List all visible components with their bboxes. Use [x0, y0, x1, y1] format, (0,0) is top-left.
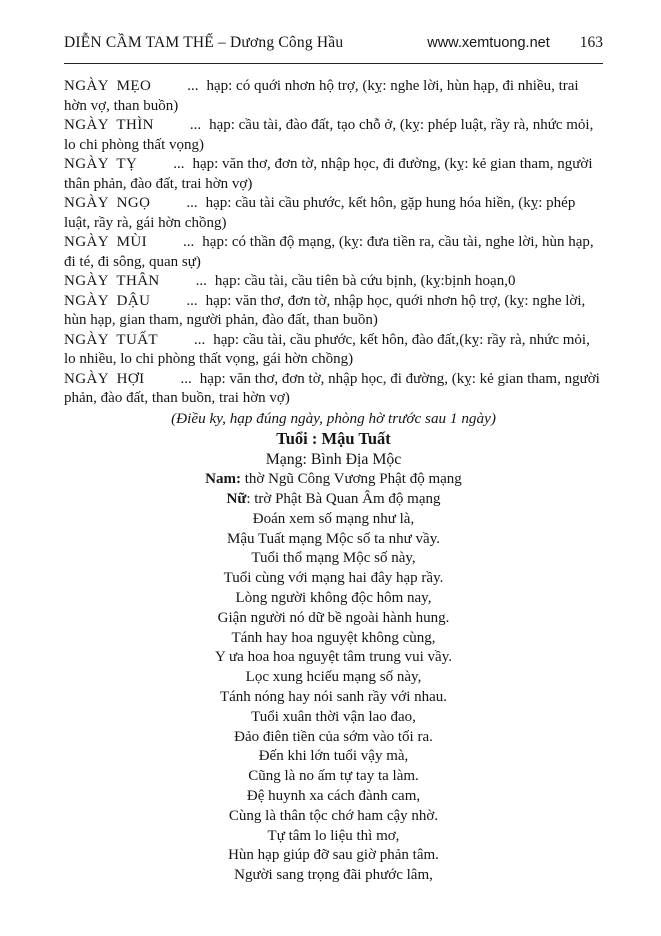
- poem-line: Tánh nóng hay nói sanh rầy với nhau.: [219, 689, 448, 706]
- page-header: [64, 34, 603, 64]
- poem-line: Tuổi xuân thời vận lao đao,: [251, 708, 416, 725]
- dots-separator: ...: [180, 370, 192, 387]
- day-entry: [64, 77, 603, 116]
- poem-line: Tự tâm lo liệu thì mơ,: [267, 827, 400, 844]
- poem-line: Lòng người không độc hôm nay,: [235, 590, 432, 607]
- page-number: 163: [579, 34, 603, 51]
- note-line: (Điều ky, hạp đúng ngày, phòng hờ trước sau 1 ngày): [171, 409, 496, 427]
- poem-line: Đệ huynh xa cách đành cam,: [246, 788, 421, 805]
- poem-line: Cùng là thân tộc chớ ham cậy nhờ.: [228, 807, 439, 824]
- entry-text: hạp: văn thơ, đơn tờ, nhập học, đi đường, (kỵ: kẻ gian tham, người phản, đào đất, than buồn, trai hờn vợ): [64, 370, 600, 406]
- day-name: NGÀY MÙI: [64, 234, 148, 250]
- entry-text: hạp: văn thơ, đơn tờ, nhập học, đi đường, (kỵ: kẻ gian tham, người thân phản, đào đất, trai hờn vợ): [64, 156, 593, 192]
- nam-text: thờ Ngũ Công Vương Phật độ mạng: [241, 471, 462, 488]
- dots-separator: ...: [173, 156, 185, 172]
- poem-line: Tuổi cùng với mạng hai đây hạp rầy.: [223, 570, 444, 587]
- poem-line: Đảo điên tiền của sớm vào tối ra.: [234, 728, 433, 745]
- poem-line: Y ưa hoa hoa nguyệt tâm trung vui vầy.: [215, 649, 452, 666]
- poem-line: Người sang trọng đãi phước lâm,: [234, 867, 433, 884]
- dots-separator: ...: [187, 78, 199, 94]
- day-name: NGÀY TUẤT: [64, 331, 158, 348]
- book-title: DIỄN CẦM TAM THẾ – Dương Công Hầu: [64, 34, 344, 51]
- day-name: NGÀY HỢI: [64, 370, 145, 387]
- day-entry: [64, 331, 603, 370]
- entry-text: hạp: có quới nhơn hộ trợ, (kỵ: nghe lời, hùn hạp, đi nhiều, trai hờn vợ, than buồn): [64, 78, 579, 114]
- dots-separator: ...: [194, 331, 206, 348]
- day-entry: [64, 292, 603, 331]
- nam-line: [64, 470, 603, 490]
- dots-separator: ...: [195, 273, 207, 289]
- nam-label: Nam:: [205, 471, 241, 488]
- day-entries: [64, 77, 603, 409]
- dots-separator: ...: [186, 195, 198, 211]
- poem-line: Hùn hạp giúp đỡ sau giờ phản tâm.: [228, 847, 439, 864]
- poem-line: Tuổi thổ mạng Mộc số này,: [251, 550, 416, 567]
- dots-separator: ...: [183, 234, 195, 250]
- day-name: NGÀY NGỌ: [64, 195, 151, 211]
- age-title: Tuổi : Mậu Tuất: [276, 429, 391, 449]
- site-url: www.xemtuong.net: [427, 35, 550, 51]
- poem-line: Giận người nó dữ bề ngoài hành hung.: [217, 609, 450, 626]
- entry-text: hạp: cầu tài cầu phước, kết hôn, gặp hung hóa hiền, (kỵ: phép luật, rầy rà, gái hờn chồng): [64, 195, 576, 231]
- dots-separator: ...: [186, 292, 198, 309]
- dots-separator: ...: [189, 117, 202, 133]
- day-name: NGÀY TỴ: [64, 156, 138, 172]
- entry-text: hạp: có thần độ mạng, (kỵ: đưa tiền ra, cầu tài, nghe lời, hùn hạp, đi té, đi sông, quan sự): [64, 234, 594, 270]
- day-entry: [64, 116, 603, 155]
- day-entry: [64, 272, 603, 292]
- poem-line: Lọc xung hciếu mạng số này,: [245, 669, 422, 686]
- day-name: NGÀY MẸO: [64, 78, 152, 94]
- day-entry: [64, 370, 603, 409]
- day-name: NGÀY THÌN: [64, 117, 154, 133]
- entry-text: hạp: văn thơ, đơn tờ, nhập học, quới nhơn hộ trợ, (kỵ: nghe lời, hùn hạp, gian tham, người phản, đào đất, than buồn): [64, 292, 586, 328]
- nu-line: [64, 490, 603, 510]
- poem-line: Đến khi lớn tuổi vậy mà,: [258, 748, 409, 765]
- entry-text: hạp: cầu tài, cầu phước, kết hôn, đào đất,(kỵ: rầy rà, nhức mỏi, lo nhiều, lo chi phòng thất vọng, gái hờn chồng): [64, 331, 590, 367]
- poem: [64, 510, 603, 886]
- poem-line: Cũng là no ấm tự tay ta làm.: [248, 768, 419, 785]
- entry-text: hạp: cầu tài, đào đất, tạo chỗ ở, (kỵ: phép luật, rầy rà, nhức mỏi, lo chi phòng thất vọng): [64, 117, 594, 153]
- poem-line: Mậu Tuất mạng Mộc số ta như vầy.: [227, 530, 440, 547]
- day-entry: [64, 155, 603, 194]
- fortune-section: [64, 409, 603, 887]
- poem-line: Tánh hay hoa nguyệt không cùng,: [231, 629, 436, 646]
- mang-line: Mạng: Bình Địa Mộc: [265, 451, 402, 469]
- day-entry: [64, 233, 603, 272]
- day-name: NGÀY DẬU: [64, 292, 151, 309]
- day-name: NGÀY THÂN: [64, 273, 160, 289]
- nu-text: : trờ Phật Bà Quan Âm độ mạng: [246, 491, 441, 508]
- poem-line: Đoán xem số mạng như là,: [252, 510, 415, 527]
- entry-text: hạp: cầu tài, cầu tiên bà cứu bịnh, (kỵ:bịnh hoạn,0: [214, 273, 516, 289]
- day-entry: [64, 194, 603, 233]
- nu-label: Nữ: [226, 491, 247, 508]
